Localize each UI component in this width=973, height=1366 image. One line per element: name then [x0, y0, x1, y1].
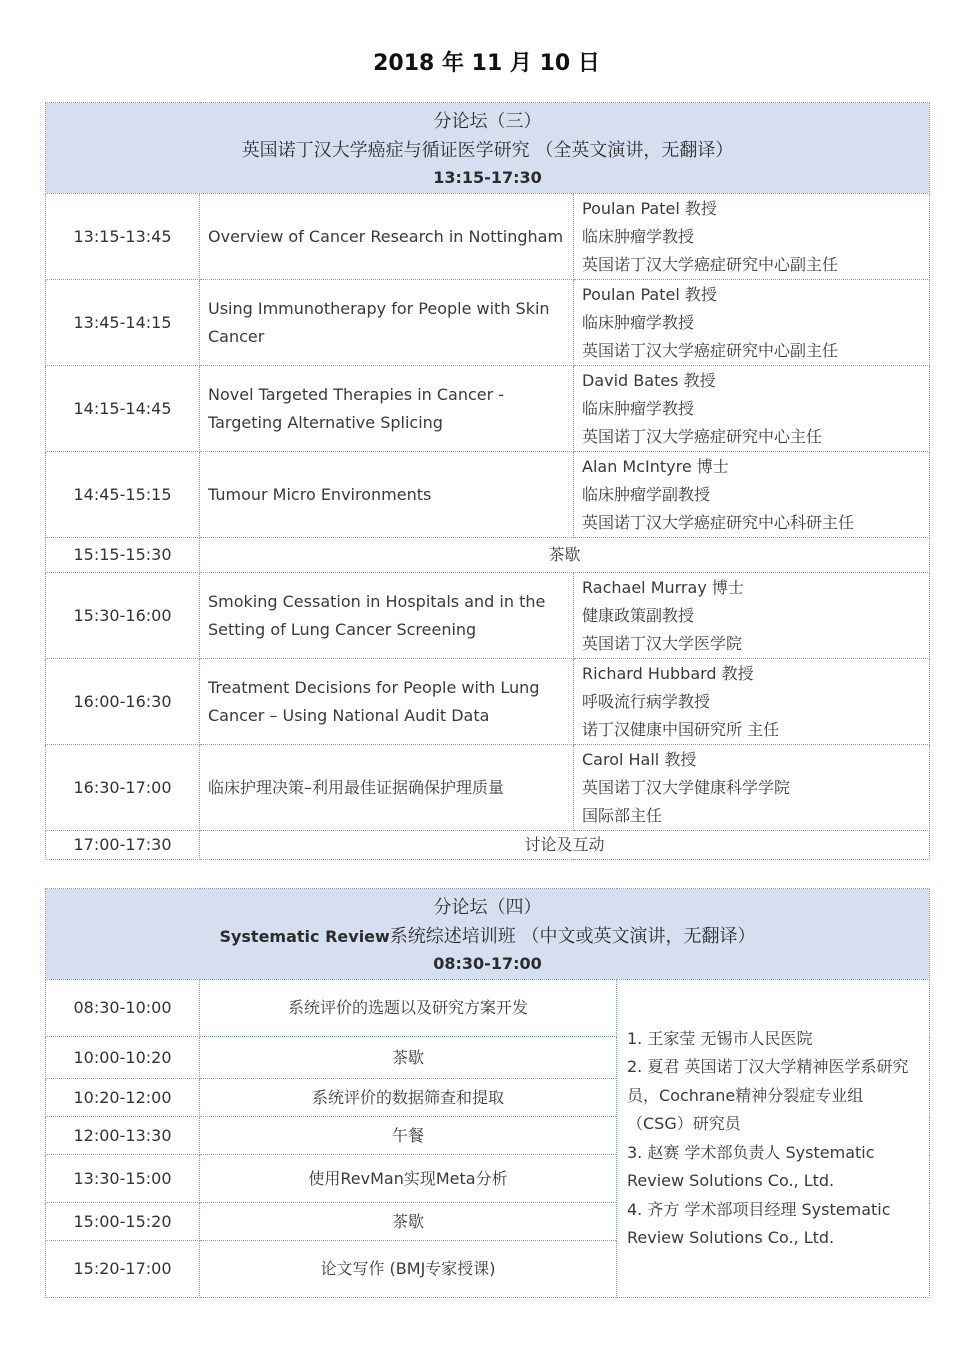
speaker-role: 健康政策副教授 — [582, 605, 695, 625]
session-time: 17:00-17:30 — [46, 831, 200, 860]
forum4-header-row — [46, 889, 930, 980]
speaker-role: 临床肿瘤学教授 — [582, 226, 695, 246]
speaker-name: Rachael Murray 博士 — [582, 577, 744, 597]
speaker-affiliation: 英国诺丁汉大学癌症研究中心科研主任 — [582, 512, 855, 532]
session-time: 16:00-16:30 — [46, 659, 200, 745]
session-time: 12:00-13:30 — [46, 1117, 200, 1155]
table-row-break — [46, 538, 930, 573]
session-topic: Overview of Cancer Research in Nottingham — [200, 194, 574, 280]
session-time: 13:30-15:00 — [46, 1155, 200, 1203]
speaker-role: 临床肿瘤学教授 — [582, 398, 695, 418]
forum3-header — [46, 103, 930, 194]
session-topic: 午餐 — [200, 1117, 617, 1155]
forum3-schedule-table — [45, 102, 930, 860]
speaker-affiliation: 诺丁汉健康中国研究所 主任 — [582, 719, 780, 739]
forum4-time-range: 08:30-17:00 — [433, 954, 542, 973]
session-time: 13:15-13:45 — [46, 194, 200, 280]
speaker-name: Poulan Patel 教授 — [582, 284, 717, 304]
table-row — [46, 280, 930, 366]
session-topic: Using Immunotherapy for People with Skin Cancer — [200, 280, 574, 366]
table-row — [46, 980, 930, 1037]
forum4-speakers — [617, 980, 930, 1298]
speaker-name: Poulan Patel 教授 — [582, 198, 717, 218]
table-row — [46, 194, 930, 280]
forum4-subtitle — [54, 922, 921, 951]
speaker-affiliation: 英国诺丁汉大学癌症研究中心副主任 — [582, 340, 839, 360]
session-time: 08:30-10:00 — [46, 980, 200, 1037]
session-break: 讨论及互动 — [200, 831, 930, 860]
table-row — [46, 366, 930, 452]
table-row — [46, 573, 930, 659]
speaker-name: Carol Hall 教授 — [582, 749, 697, 769]
table-row — [46, 452, 930, 538]
session-topic: 论文写作 (BMJ专家授课) — [200, 1241, 617, 1298]
session-speaker — [574, 452, 930, 538]
forum4-subtitle-cn: 系统综述培训班 （中文或英文演讲，无翻译） — [389, 926, 756, 947]
forum3-header-row — [46, 103, 930, 194]
speaker-entry: 1. 王家莹 无锡市人民医院 — [627, 1028, 813, 1048]
forum4-header — [46, 889, 930, 980]
forum3-title: 分论坛（三） — [433, 111, 542, 132]
session-time: 15:15-15:30 — [46, 538, 200, 573]
speaker-role: 临床肿瘤学教授 — [582, 312, 695, 332]
session-break: 茶歇 — [200, 538, 930, 573]
session-time: 13:45-14:15 — [46, 280, 200, 366]
speaker-name: Richard Hubbard 教授 — [582, 663, 754, 683]
session-speaker — [574, 366, 930, 452]
session-time: 16:30-17:00 — [46, 745, 200, 831]
session-time: 10:00-10:20 — [46, 1037, 200, 1079]
session-speaker — [574, 745, 930, 831]
session-time: 15:00-15:20 — [46, 1203, 200, 1241]
table-row — [46, 659, 930, 745]
forum4-subtitle-en: Systematic Review — [219, 927, 390, 946]
session-topic: 茶歇 — [200, 1203, 617, 1241]
session-topic: 系统评价的选题以及研究方案开发 — [200, 980, 617, 1037]
speaker-entry: 4. 齐方 学术部项目经理 Systematic Review Solutions Co., Ltd. — [627, 1199, 891, 1247]
speaker-entry: 3. 赵赛 学术部负责人 Systematic Review Solutions Co., Ltd. — [627, 1142, 875, 1190]
session-topic: Smoking Cessation in Hospitals and in the Setting of Lung Cancer Screening — [200, 573, 574, 659]
session-topic: 茶歇 — [200, 1037, 617, 1079]
session-time: 15:30-16:00 — [46, 573, 200, 659]
forum4-title: 分论坛（四） — [433, 897, 542, 918]
forum3-time-range: 13:15-17:30 — [433, 168, 542, 187]
table-row-break — [46, 831, 930, 860]
speaker-affiliation: 国际部主任 — [582, 805, 663, 825]
session-time: 10:20-12:00 — [46, 1079, 200, 1117]
speaker-entry: 2. 夏君 英国诺丁汉大学精神医学系研究员，Cochrane精神分裂症专业组（CSG）研究员 — [627, 1057, 909, 1133]
speaker-affiliation: 英国诺丁汉大学癌症研究中心副主任 — [582, 254, 839, 274]
session-topic: Treatment Decisions for People with Lung Cancer – Using National Audit Data — [200, 659, 574, 745]
session-topic: 使用RevMan实现Meta分析 — [200, 1155, 617, 1203]
session-time: 14:45-15:15 — [46, 452, 200, 538]
table-row — [46, 745, 930, 831]
speaker-affiliation: 英国诺丁汉大学癌症研究中心主任 — [582, 426, 823, 446]
speaker-name: Alan McIntyre 博士 — [582, 456, 729, 476]
speaker-role: 英国诺丁汉大学健康科学学院 — [582, 777, 791, 797]
speaker-role: 呼吸流行病学教授 — [582, 691, 711, 711]
session-time: 14:15-14:45 — [46, 366, 200, 452]
speaker-name: David Bates 教授 — [582, 370, 716, 390]
session-speaker — [574, 280, 930, 366]
speaker-affiliation: 英国诺丁汉大学医学院 — [582, 633, 743, 653]
session-speaker — [574, 573, 930, 659]
session-time: 15:20-17:00 — [46, 1241, 200, 1298]
session-speaker — [574, 659, 930, 745]
page-date-title: 2018 年 11 月 10 日 — [373, 51, 600, 76]
speaker-role: 临床肿瘤学副教授 — [582, 484, 711, 504]
session-topic: 系统评价的数据筛查和提取 — [200, 1079, 617, 1117]
forum4-schedule-table — [45, 888, 930, 1298]
session-topic: Novel Targeted Therapies in Cancer - Targeting Alternative Splicing — [200, 366, 574, 452]
session-speaker — [574, 194, 930, 280]
forum3-subtitle: 英国诺丁汉大学癌症与循证医学研究 （全英文演讲，无翻译） — [241, 140, 734, 161]
session-topic: 临床护理决策–利用最佳证据确保护理质量 — [200, 745, 574, 831]
session-topic: Tumour Micro Environments — [200, 452, 574, 538]
